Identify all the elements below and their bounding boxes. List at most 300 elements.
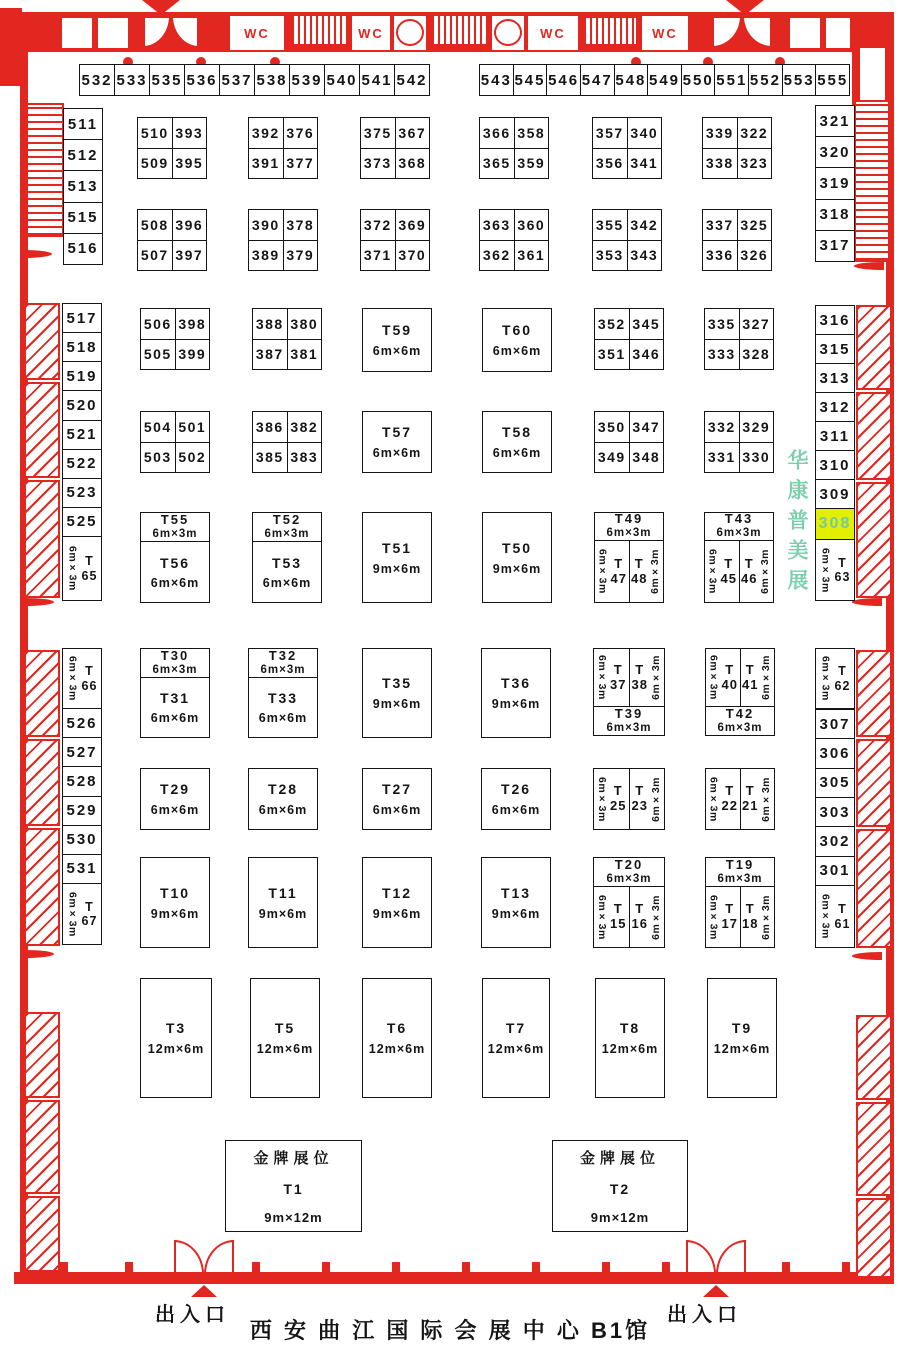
booth-cell[interactable]: 504 — [141, 412, 176, 443]
hall-title: 西 安 曲 江 国 际 会 展 中 心 B1馆 — [249, 1318, 651, 1343]
booth-cell[interactable]: 548 — [615, 65, 649, 95]
booth-cell[interactable]: 358 — [515, 118, 550, 149]
booth-cell[interactable]: 518 — [63, 333, 101, 362]
booth-cell[interactable]: 311 — [816, 422, 854, 451]
booth-name: T31 — [159, 690, 191, 706]
booth-cell[interactable]: 510 — [138, 118, 173, 149]
booth-cell[interactable]: 318 — [816, 200, 854, 231]
booth-t: T — [614, 555, 624, 571]
booth-cell[interactable]: 349 — [595, 443, 630, 474]
bottom-entrance-door-left — [174, 1240, 234, 1274]
booth-t: T — [613, 661, 623, 677]
right-stairs — [854, 100, 890, 262]
booth-name: T42 — [725, 705, 755, 721]
wall-tick — [462, 1262, 470, 1272]
booth-name: T49 — [614, 511, 644, 527]
booth-t3[interactable] — [140, 978, 212, 1098]
booth-name: T43 — [724, 511, 754, 527]
booth-cell[interactable]: 516 — [64, 234, 102, 264]
booth-cell[interactable]: 520 — [63, 391, 101, 420]
booth-cell[interactable]: 340 — [628, 118, 663, 149]
booth-cell[interactable]: 378 — [284, 210, 319, 241]
booth-cell[interactable]: 333 — [705, 340, 740, 371]
booth-t9[interactable] — [707, 978, 777, 1098]
booth-t10[interactable] — [140, 857, 210, 948]
booth-cell[interactable]: 537 — [220, 65, 255, 95]
booth-size: 6m×6m — [492, 344, 542, 358]
booth-cell[interactable]: 361 — [515, 241, 550, 272]
booth-block-t20-t15-t16 — [593, 857, 665, 948]
booth-cell[interactable]: 328 — [740, 340, 775, 371]
wc-label: WC — [244, 25, 270, 41]
booth-t58[interactable] — [482, 411, 552, 473]
booth-size: 6m×6m — [372, 803, 422, 817]
booth-cell[interactable]: 536 — [185, 65, 220, 95]
right-wall-hatch — [856, 1198, 892, 1278]
booth-number: 17 — [721, 916, 738, 931]
booth-cell[interactable]: 532 — [80, 65, 115, 95]
booth-cell[interactable]: 377 — [284, 149, 319, 180]
booth-cell[interactable]: 501 — [176, 412, 211, 443]
wc-room-4 — [640, 14, 690, 52]
booth-t61[interactable] — [815, 885, 855, 948]
booth-cell[interactable]: 313 — [816, 364, 854, 393]
booth-cell[interactable]: 529 — [63, 797, 101, 826]
booth-name: T9 — [731, 1020, 753, 1036]
booth-cell[interactable]: 509 — [138, 149, 173, 180]
booth-cell[interactable]: 531 — [63, 855, 101, 883]
booth-cell[interactable]: 345 — [630, 309, 665, 340]
left-wall-hatch — [24, 1012, 60, 1098]
booth-t51[interactable] — [362, 512, 432, 603]
booth-cell[interactable]: 397 — [173, 241, 208, 272]
booth-cell[interactable]: 305 — [816, 769, 854, 798]
booth-size: 9m×6m — [492, 561, 542, 576]
booth-cell[interactable]: 373 — [361, 149, 396, 180]
booth-cell-highlighted[interactable]: 308 — [815, 508, 855, 540]
booth-t39[interactable] — [594, 706, 664, 735]
booth-cell[interactable]: 347 — [630, 412, 665, 443]
booth-cell[interactable]: 552 — [749, 65, 783, 95]
booth-cell[interactable]: 508 — [138, 210, 173, 241]
booth-cell[interactable]: 388 — [253, 309, 288, 340]
booth-t: T — [634, 555, 644, 571]
booth-t6[interactable] — [362, 978, 432, 1098]
booth-cell[interactable]: 356 — [593, 149, 628, 180]
booth-t: T — [725, 661, 735, 677]
booth-t36[interactable] — [481, 648, 551, 738]
booth-cell[interactable]: 503 — [141, 443, 176, 474]
booth-cell[interactable]: 543 — [480, 65, 514, 95]
booth-cell[interactable]: 341 — [628, 149, 663, 180]
booth-size: 12m×6m — [368, 1042, 426, 1056]
booth-quad — [140, 308, 210, 370]
booth-name: T57 — [381, 424, 413, 440]
booth-cell[interactable]: 387 — [253, 340, 288, 371]
wall-tick — [322, 1262, 330, 1272]
left-stairs — [26, 103, 64, 237]
booth-cell[interactable]: 386 — [253, 412, 288, 443]
booth-size: 6m×3m — [264, 527, 310, 540]
booth-cell[interactable]: 316 — [816, 306, 854, 335]
booth-cell[interactable]: 512 — [64, 140, 102, 171]
booth-cell[interactable]: 375 — [361, 118, 396, 149]
booth-t41[interactable] — [740, 649, 775, 706]
booth-cell[interactable]: 331 — [705, 443, 740, 474]
booth-cell[interactable]: 540 — [325, 65, 360, 95]
booth-cell[interactable]: 342 — [628, 210, 663, 241]
top-room — [96, 16, 130, 50]
booth-block-t25-t23 — [593, 768, 665, 830]
booth-t33[interactable] — [249, 678, 317, 737]
booth-t: T — [745, 783, 755, 799]
booth-t: T — [838, 902, 847, 917]
bottom-wall — [14, 1272, 894, 1284]
booth-t22[interactable] — [706, 769, 740, 829]
booth-cell[interactable]: 332 — [705, 412, 740, 443]
booth-t17[interactable] — [706, 887, 740, 947]
booth-t23[interactable] — [629, 769, 665, 829]
booth-t62[interactable] — [815, 648, 855, 709]
booth-size: 6m×3m — [649, 776, 662, 822]
booth-size: 6m×3m — [707, 655, 720, 700]
booth-cell[interactable]: 360 — [515, 210, 550, 241]
booth-name: T19 — [725, 856, 755, 872]
booth-cell[interactable]: 391 — [249, 149, 284, 180]
booth-cell[interactable]: 335 — [705, 309, 740, 340]
booth-t43[interactable] — [705, 513, 773, 541]
booth-cell[interactable]: 517 — [63, 304, 101, 333]
booth-t35[interactable] — [362, 648, 432, 738]
booth-quad — [592, 209, 662, 271]
booth-name: T12 — [381, 884, 413, 901]
booth-t31[interactable] — [141, 678, 209, 737]
right-wall-door — [852, 952, 882, 960]
booth-cell[interactable]: 546 — [547, 65, 581, 95]
booth-cell[interactable]: 383 — [288, 443, 323, 474]
booth-block-t32-t33 — [248, 648, 318, 738]
booth-quad — [252, 308, 322, 370]
booth-size: 6m×3m — [66, 656, 79, 701]
gold-booth-label: 金牌展位 — [579, 1150, 660, 1167]
booth-cell[interactable]: 389 — [249, 241, 284, 272]
booth-cell[interactable]: 526 — [63, 709, 101, 738]
booth-cell[interactable]: 325 — [738, 210, 773, 241]
door-leaf — [852, 602, 882, 606]
booth-number: 15 — [610, 916, 627, 931]
booth-cell[interactable]: 343 — [628, 241, 663, 272]
booth-cell[interactable]: 346 — [630, 340, 665, 371]
booth-cell[interactable]: 507 — [138, 241, 173, 272]
wc-room-1 — [228, 14, 286, 52]
booth-t30[interactable] — [141, 649, 209, 678]
booth-block-t49-t47-t48 — [594, 512, 664, 603]
booth-t45[interactable] — [705, 541, 739, 602]
booth-size: 9m×6m — [491, 906, 541, 921]
booth-cell[interactable]: 527 — [63, 738, 101, 767]
booth-size: 9m×12m — [590, 1210, 650, 1225]
booth-t16[interactable] — [629, 887, 665, 947]
booth-cell[interactable]: 522 — [63, 450, 101, 479]
booth-cell[interactable]: 301 — [816, 857, 854, 885]
booth-t57[interactable] — [362, 411, 432, 473]
booth-t12[interactable] — [362, 857, 432, 948]
top-stairs — [290, 14, 348, 46]
booth-cell[interactable]: 350 — [595, 412, 630, 443]
booth-t38[interactable] — [629, 649, 665, 706]
booth-cell[interactable]: 380 — [288, 309, 323, 340]
wall-tick — [125, 1262, 133, 1272]
booth-cell[interactable]: 381 — [288, 340, 323, 371]
booth-t65[interactable] — [62, 536, 102, 601]
wc-label: WC — [540, 25, 566, 41]
booth-cell[interactable]: 395 — [173, 149, 208, 180]
booth-size: 6m×3m — [152, 663, 198, 676]
booth-cell[interactable]: 317 — [816, 231, 854, 261]
booth-cell[interactable]: 329 — [740, 412, 775, 443]
booth-cell[interactable]: 365 — [480, 149, 515, 180]
booth-t21[interactable] — [740, 769, 775, 829]
booth-cell[interactable]: 321 — [816, 106, 854, 137]
booth-cell[interactable]: 519 — [63, 362, 101, 391]
booth-cell[interactable]: 550 — [682, 65, 716, 95]
booth-quad — [360, 117, 430, 179]
booth-cell[interactable]: 337 — [703, 210, 738, 241]
booth-cell[interactable]: 370 — [396, 241, 431, 272]
booth-size: 6m×3m — [819, 547, 832, 593]
booth-cell[interactable]: 352 — [595, 309, 630, 340]
booth-cell[interactable]: 547 — [581, 65, 615, 95]
booth-t19[interactable] — [706, 858, 774, 887]
booth-t2-gold[interactable] — [552, 1140, 688, 1232]
booth-size: 6m×3m — [706, 549, 719, 594]
booth-cell[interactable]: 511 — [64, 109, 102, 140]
booth-cell[interactable]: 302 — [816, 827, 854, 856]
booth-t13[interactable] — [481, 857, 551, 948]
booth-number: 37 — [610, 676, 627, 692]
booth-cell[interactable]: 306 — [816, 739, 854, 768]
booth-t11[interactable] — [248, 857, 318, 948]
booth-cell[interactable]: 310 — [816, 451, 854, 480]
booth-cell[interactable]: 327 — [740, 309, 775, 340]
booth-size: 6m×3m — [152, 527, 198, 540]
booth-size: 6m×3m — [707, 776, 720, 822]
booth-cell[interactable]: 369 — [396, 210, 431, 241]
booth-cell[interactable]: 528 — [63, 767, 101, 796]
booth-cell[interactable]: 538 — [255, 65, 290, 95]
booth-cell[interactable]: 371 — [361, 241, 396, 272]
booth-cell[interactable]: 348 — [630, 443, 665, 474]
booth-size: 9m×6m — [258, 906, 308, 921]
booth-t50[interactable] — [482, 512, 552, 603]
booth-cell[interactable]: 523 — [63, 479, 101, 508]
booth-number: 21 — [742, 798, 759, 813]
booth-quad — [704, 411, 774, 473]
booth-quad — [594, 308, 664, 370]
booth-t8[interactable] — [595, 978, 665, 1098]
booth-cell[interactable]: 309 — [816, 480, 854, 508]
booth-cell[interactable]: 338 — [703, 149, 738, 180]
booth-t18[interactable] — [740, 887, 775, 947]
booth-size: 6m×3m — [717, 872, 763, 885]
booth-cell[interactable]: 505 — [141, 340, 176, 371]
booth-cell[interactable]: 323 — [738, 149, 773, 180]
booth-t: T — [745, 901, 755, 917]
booth-t56[interactable] — [141, 542, 209, 602]
booth-t52[interactable] — [253, 513, 321, 542]
booth-cell[interactable]: 336 — [703, 241, 738, 272]
booth-cell[interactable]: 555 — [816, 65, 849, 95]
booth-t66[interactable] — [62, 648, 102, 709]
left-wall-hatch — [24, 303, 60, 380]
booth-cell[interactable]: 533 — [115, 65, 150, 95]
booth-t20[interactable] — [594, 858, 664, 887]
booth-cell[interactable]: 541 — [360, 65, 395, 95]
booth-cell[interactable]: 398 — [176, 309, 211, 340]
booth-cell[interactable]: 502 — [176, 443, 211, 474]
booth-cell[interactable]: 542 — [395, 65, 429, 95]
booth-cell[interactable]: 379 — [284, 241, 319, 272]
booth-cell[interactable]: 363 — [480, 210, 515, 241]
booth-number: 23 — [631, 798, 648, 813]
booth-t: T — [613, 783, 623, 799]
booth-cell[interactable]: 393 — [173, 118, 208, 149]
booth-t: T — [725, 901, 735, 917]
booth-t5[interactable] — [250, 978, 320, 1098]
booth-block-t40-t41-t42 — [705, 648, 775, 736]
booth-t67[interactable] — [62, 883, 102, 945]
booth-number: 16 — [631, 916, 648, 931]
booth-cell[interactable]: 535 — [150, 65, 185, 95]
booth-t26[interactable] — [481, 768, 551, 830]
booth-size: 6m×3m — [596, 655, 609, 700]
oval-fixture — [494, 19, 522, 46]
booth-size: 6m×3m — [596, 776, 609, 822]
booth-cell[interactable]: 303 — [816, 798, 854, 827]
booth-cell[interactable]: 312 — [816, 393, 854, 422]
booth-cell[interactable]: 330 — [740, 443, 775, 474]
booth-cell[interactable]: 390 — [249, 210, 284, 241]
booth-cell[interactable]: 530 — [63, 826, 101, 855]
door-leaf — [852, 956, 882, 960]
booth-cell[interactable]: 385 — [253, 443, 288, 474]
booth-number: 25 — [610, 798, 627, 813]
booth-t60[interactable] — [482, 308, 552, 372]
booth-t47[interactable] — [595, 541, 629, 602]
booth-block-t30-t31 — [140, 648, 210, 738]
booth-cell[interactable]: 319 — [816, 168, 854, 199]
booth-cell[interactable]: 382 — [288, 412, 323, 443]
booth-cell[interactable]: 545 — [514, 65, 548, 95]
booth-cell[interactable]: 357 — [593, 118, 628, 149]
booth-t55[interactable] — [141, 513, 209, 542]
booth-cell[interactable]: 326 — [738, 241, 773, 272]
booth-name: T5 — [274, 1020, 296, 1036]
booth-cell[interactable]: 339 — [703, 118, 738, 149]
booth-cell[interactable]: 372 — [361, 210, 396, 241]
booth-size: 6m×6m — [492, 446, 542, 460]
booth-t1-gold[interactable] — [225, 1140, 362, 1232]
booth-t28[interactable] — [248, 768, 318, 830]
booth-t48[interactable] — [629, 541, 664, 602]
booth-cell[interactable]: 513 — [64, 171, 102, 202]
booth-t: T — [85, 664, 94, 679]
booth-cell[interactable]: 362 — [480, 241, 515, 272]
booth-t: T — [85, 899, 94, 914]
booth-cell[interactable]: 359 — [515, 149, 550, 180]
booth-name: T29 — [159, 781, 191, 797]
booth-cell[interactable]: 392 — [249, 118, 284, 149]
booth-cell[interactable]: 396 — [173, 210, 208, 241]
booth-size: 6m×3m — [819, 656, 832, 701]
booth-cell[interactable]: 549 — [648, 65, 682, 95]
booth-t49[interactable] — [595, 513, 663, 541]
booth-t7[interactable] — [482, 978, 550, 1098]
booth-cell[interactable]: 315 — [816, 335, 854, 364]
booth-size: 6m×3m — [760, 655, 773, 700]
booth-cell[interactable]: 351 — [595, 340, 630, 371]
booth-t32[interactable] — [249, 649, 317, 678]
booth-name: T3 — [165, 1020, 187, 1036]
booth-t25[interactable] — [594, 769, 629, 829]
booth-name: T27 — [381, 781, 413, 797]
booth-t15[interactable] — [594, 887, 629, 947]
booth-size: 12m×6m — [487, 1042, 545, 1056]
booth-size: 6m×6m — [491, 803, 541, 817]
booth-cell[interactable]: 355 — [593, 210, 628, 241]
booth-t42[interactable] — [706, 706, 774, 735]
booth-cell[interactable]: 376 — [284, 118, 319, 149]
door-leaf — [171, 16, 199, 48]
booth-cell[interactable]: 506 — [141, 309, 176, 340]
booth-t53[interactable] — [253, 542, 321, 602]
booth-cell[interactable]: 353 — [593, 241, 628, 272]
wall-tick — [392, 1262, 400, 1272]
booth-name: T35 — [381, 675, 413, 691]
booth-cell[interactable]: 515 — [64, 203, 102, 234]
booth-t40[interactable] — [706, 649, 740, 706]
booth-number: 65 — [81, 568, 98, 583]
oval-fixture — [396, 19, 424, 46]
booth-cell[interactable]: 521 — [63, 421, 101, 450]
booth-t59[interactable] — [362, 308, 432, 372]
booth-cell[interactable]: 399 — [176, 340, 211, 371]
booth-cell[interactable]: 525 — [63, 508, 101, 536]
booth-t27[interactable] — [362, 768, 432, 830]
gold-booth-label: 金牌展位 — [253, 1150, 334, 1167]
booth-cell[interactable]: 322 — [738, 118, 773, 149]
booth-cell[interactable]: 367 — [396, 118, 431, 149]
booth-cell[interactable]: 307 — [816, 710, 854, 739]
booth-t37[interactable] — [594, 649, 629, 706]
booth-t29[interactable] — [140, 768, 210, 830]
right-wall-hatch — [856, 1015, 892, 1100]
booth-cell[interactable]: 539 — [290, 65, 325, 95]
booth-cell[interactable]: 553 — [783, 65, 817, 95]
booth-t63[interactable] — [815, 539, 855, 601]
booth-block-t37-t38-t39 — [593, 648, 665, 736]
booth-cell[interactable]: 551 — [715, 65, 749, 95]
booth-cell[interactable]: 320 — [816, 137, 854, 168]
entrance-arrow-icon — [726, 0, 764, 15]
wall-tick — [602, 1262, 610, 1272]
booth-cell[interactable]: 368 — [396, 149, 431, 180]
booth-cell[interactable]: 366 — [480, 118, 515, 149]
booth-t46[interactable] — [739, 541, 774, 602]
booth-size: 6m×3m — [649, 655, 662, 700]
booth-quad — [140, 411, 210, 473]
bottom-entrance-door-right — [686, 1240, 746, 1274]
